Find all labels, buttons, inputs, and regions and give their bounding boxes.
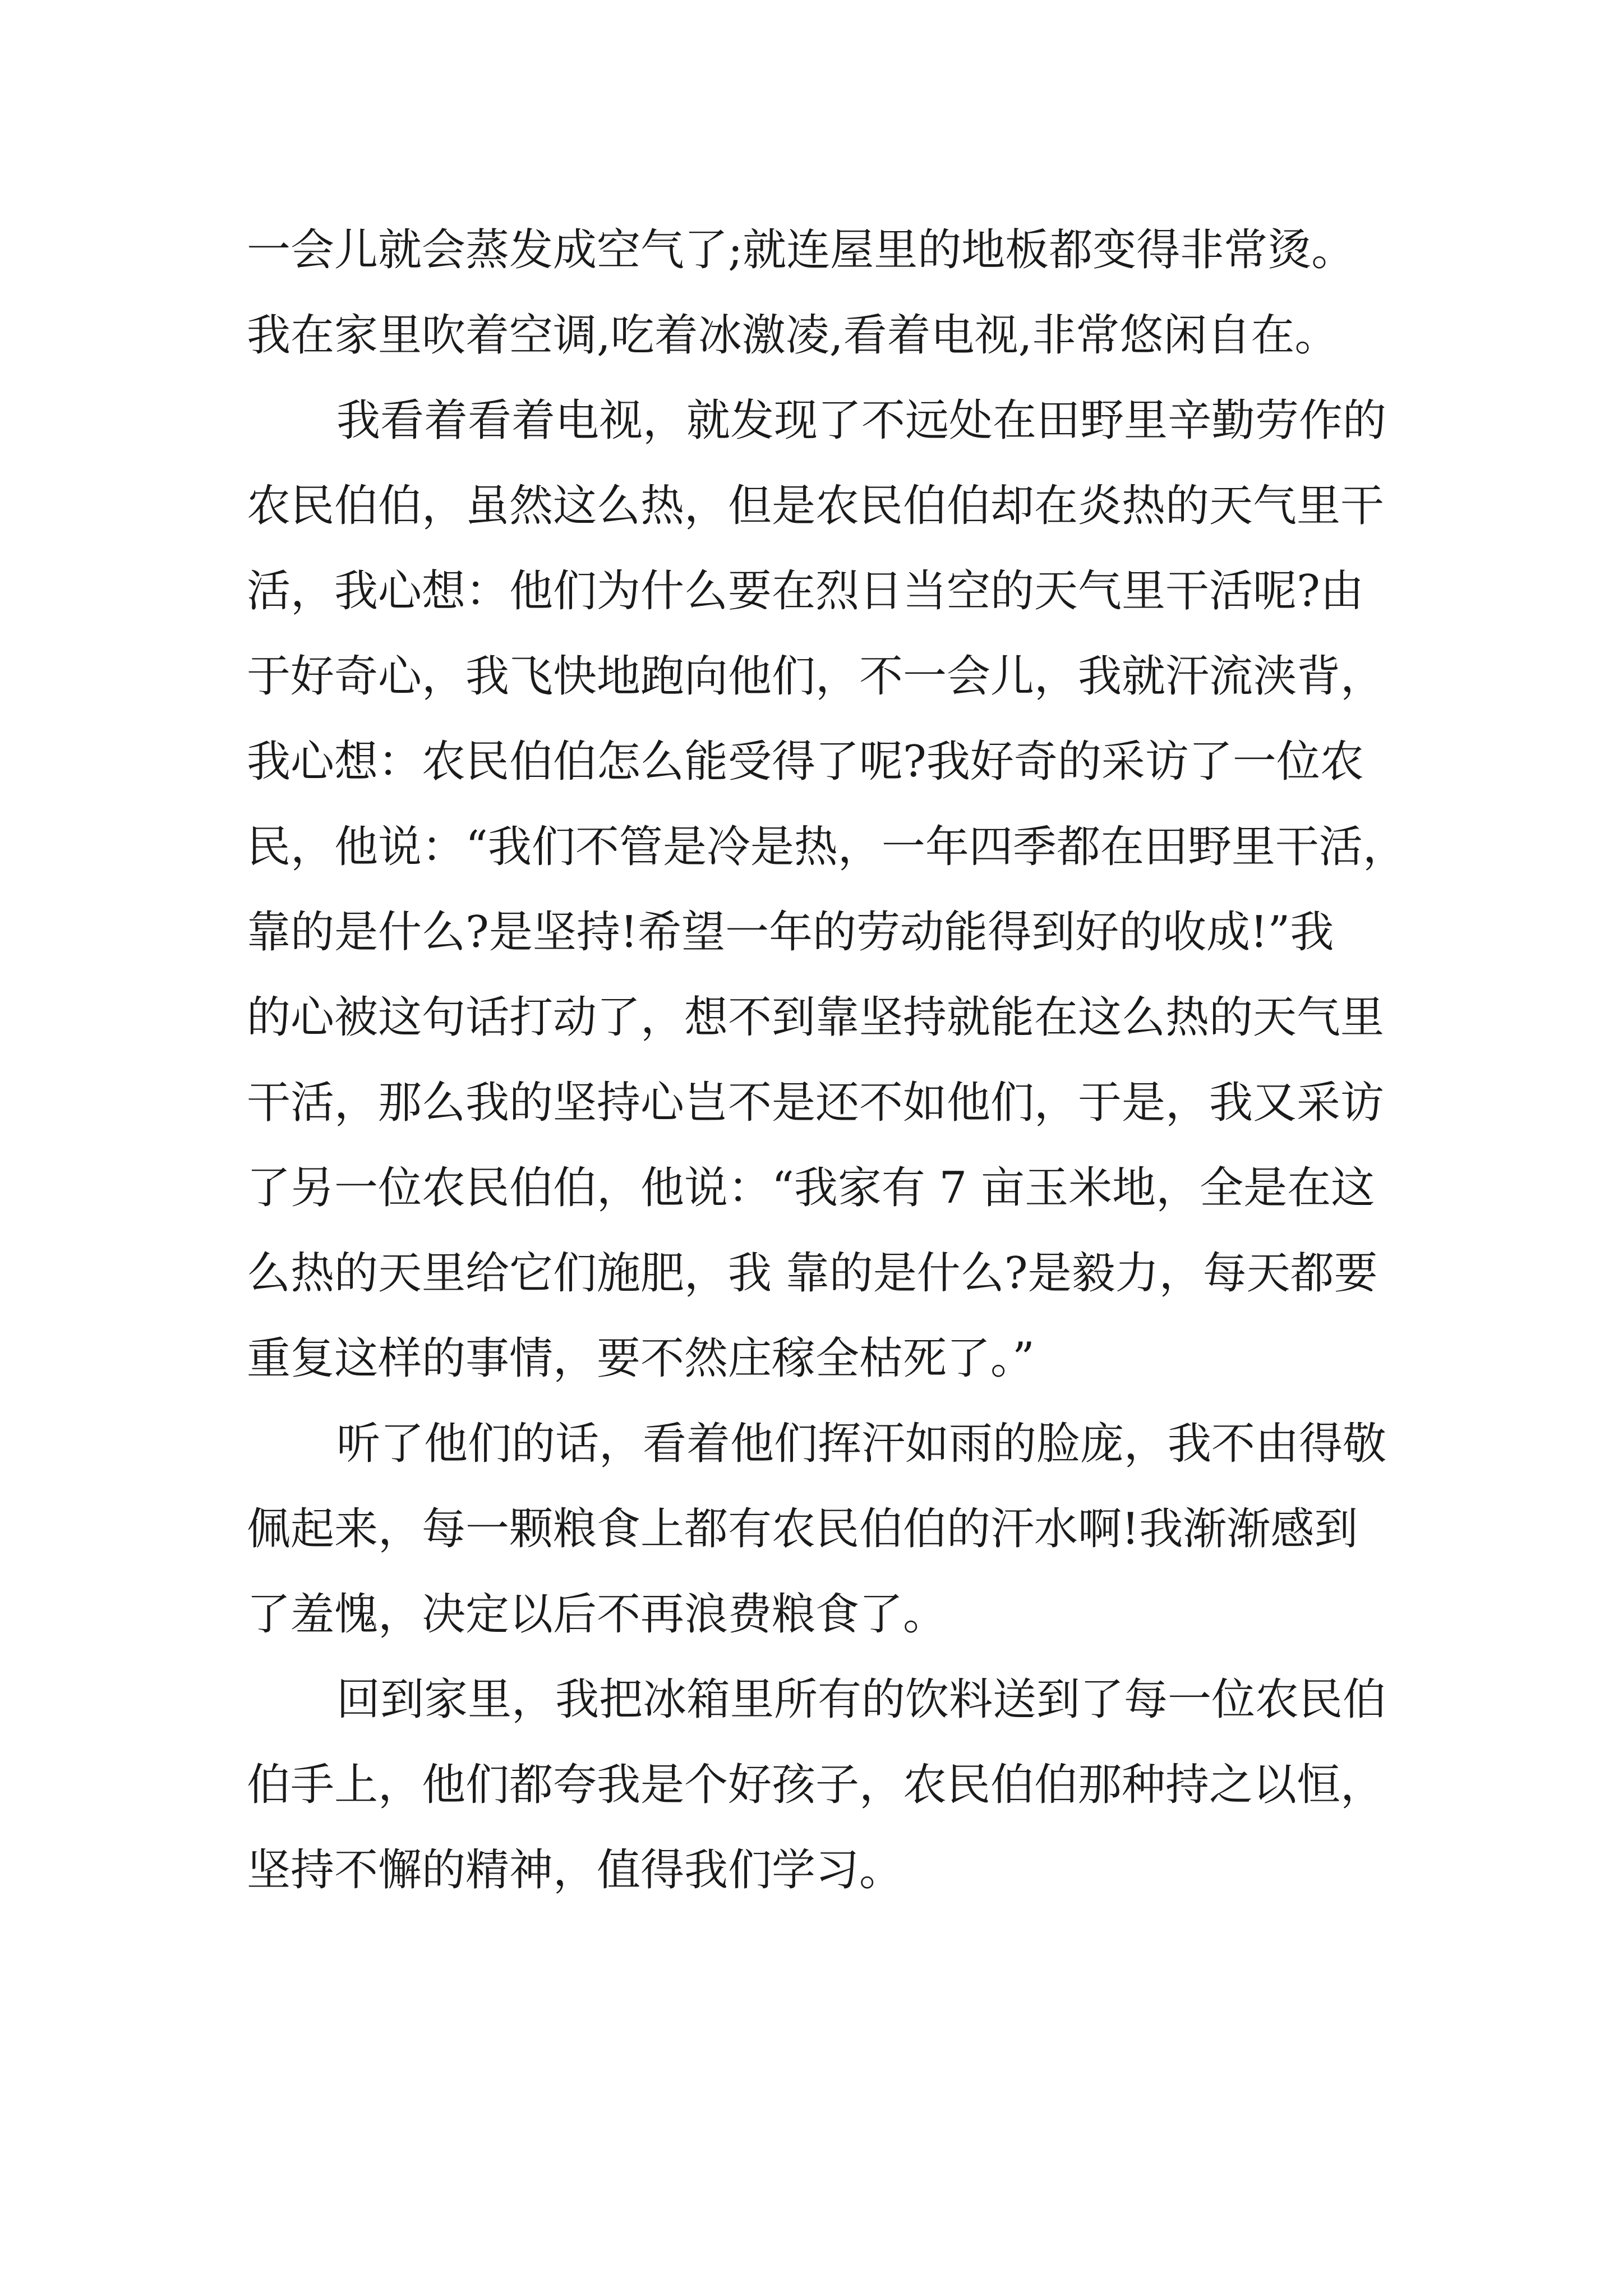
text-line: 农民伯伯，虽然这么热，但是农民伯伯却在炎热的天气里干: [247, 481, 1385, 531]
text-line: 我在家里吹着空调,吃着冰激凌,看着电视,非常悠闲自在。: [247, 310, 1339, 361]
text-line: 一会儿就会蒸发成空气了;就连屋里的地板都变得非常烫。: [247, 225, 1355, 275]
text-line: 重复这样的事情，要不然庄稼全枯死了。”: [247, 1333, 1035, 1384]
text-line: 了另一位农民伯伯，他说：“我家有 7 亩玉米地，全是在这: [247, 1163, 1375, 1213]
text-line: 么热的天里给它们施肥，我 靠的是什么?是毅力，每天都要: [247, 1248, 1378, 1299]
text-line: 于好奇心，我飞快地跑向他们，不一会儿，我就汗流浃背，: [247, 651, 1385, 702]
text-line: 活，我心想：他们为什么要在烈日当空的天气里干活呢?由: [247, 566, 1364, 616]
text-line: 了羞愧，决定以后不再浪费粮食了。: [247, 1589, 947, 1640]
text-line: 佩起来，每一颗粮食上都有农民伯伯的汗水啊!我渐渐感到: [247, 1504, 1358, 1554]
text-line: 伯手上，他们都夸我是个好孩子，农民伯伯那种持之以恒，: [247, 1760, 1385, 1810]
paragraph-start-line: 听了他们的话，看着他们挥汗如雨的脸庞，我不由得敬: [336, 1419, 1387, 1469]
text-line: 靠的是什么?是坚持!希望一年的劳动能得到好的收成!”我: [247, 907, 1334, 958]
text-line: 干活，那么我的坚持心岂不是还不如他们，于是，我又采访: [247, 1078, 1385, 1128]
paragraph-start-line: 我看着看着电视，就发现了不远处在田野里辛勤劳作的: [336, 395, 1387, 446]
essay-body: [247, 208, 1407, 1913]
text-line: 坚持不懈的精神，值得我们学习。: [247, 1845, 903, 1895]
text-line: 的心被这句话打动了，想不到靠坚持就能在这么热的天气里: [247, 992, 1385, 1043]
text-line: 民，他说：“我们不管是冷是热，一年四季都在田野里干活，: [247, 822, 1407, 872]
text-line: 我心想：农民伯伯怎么能受得了呢?我好奇的采访了一位农: [247, 737, 1364, 787]
paragraph-start-line: 回到家里，我把冰箱里所有的饮料送到了每一位农民伯: [336, 1674, 1387, 1725]
